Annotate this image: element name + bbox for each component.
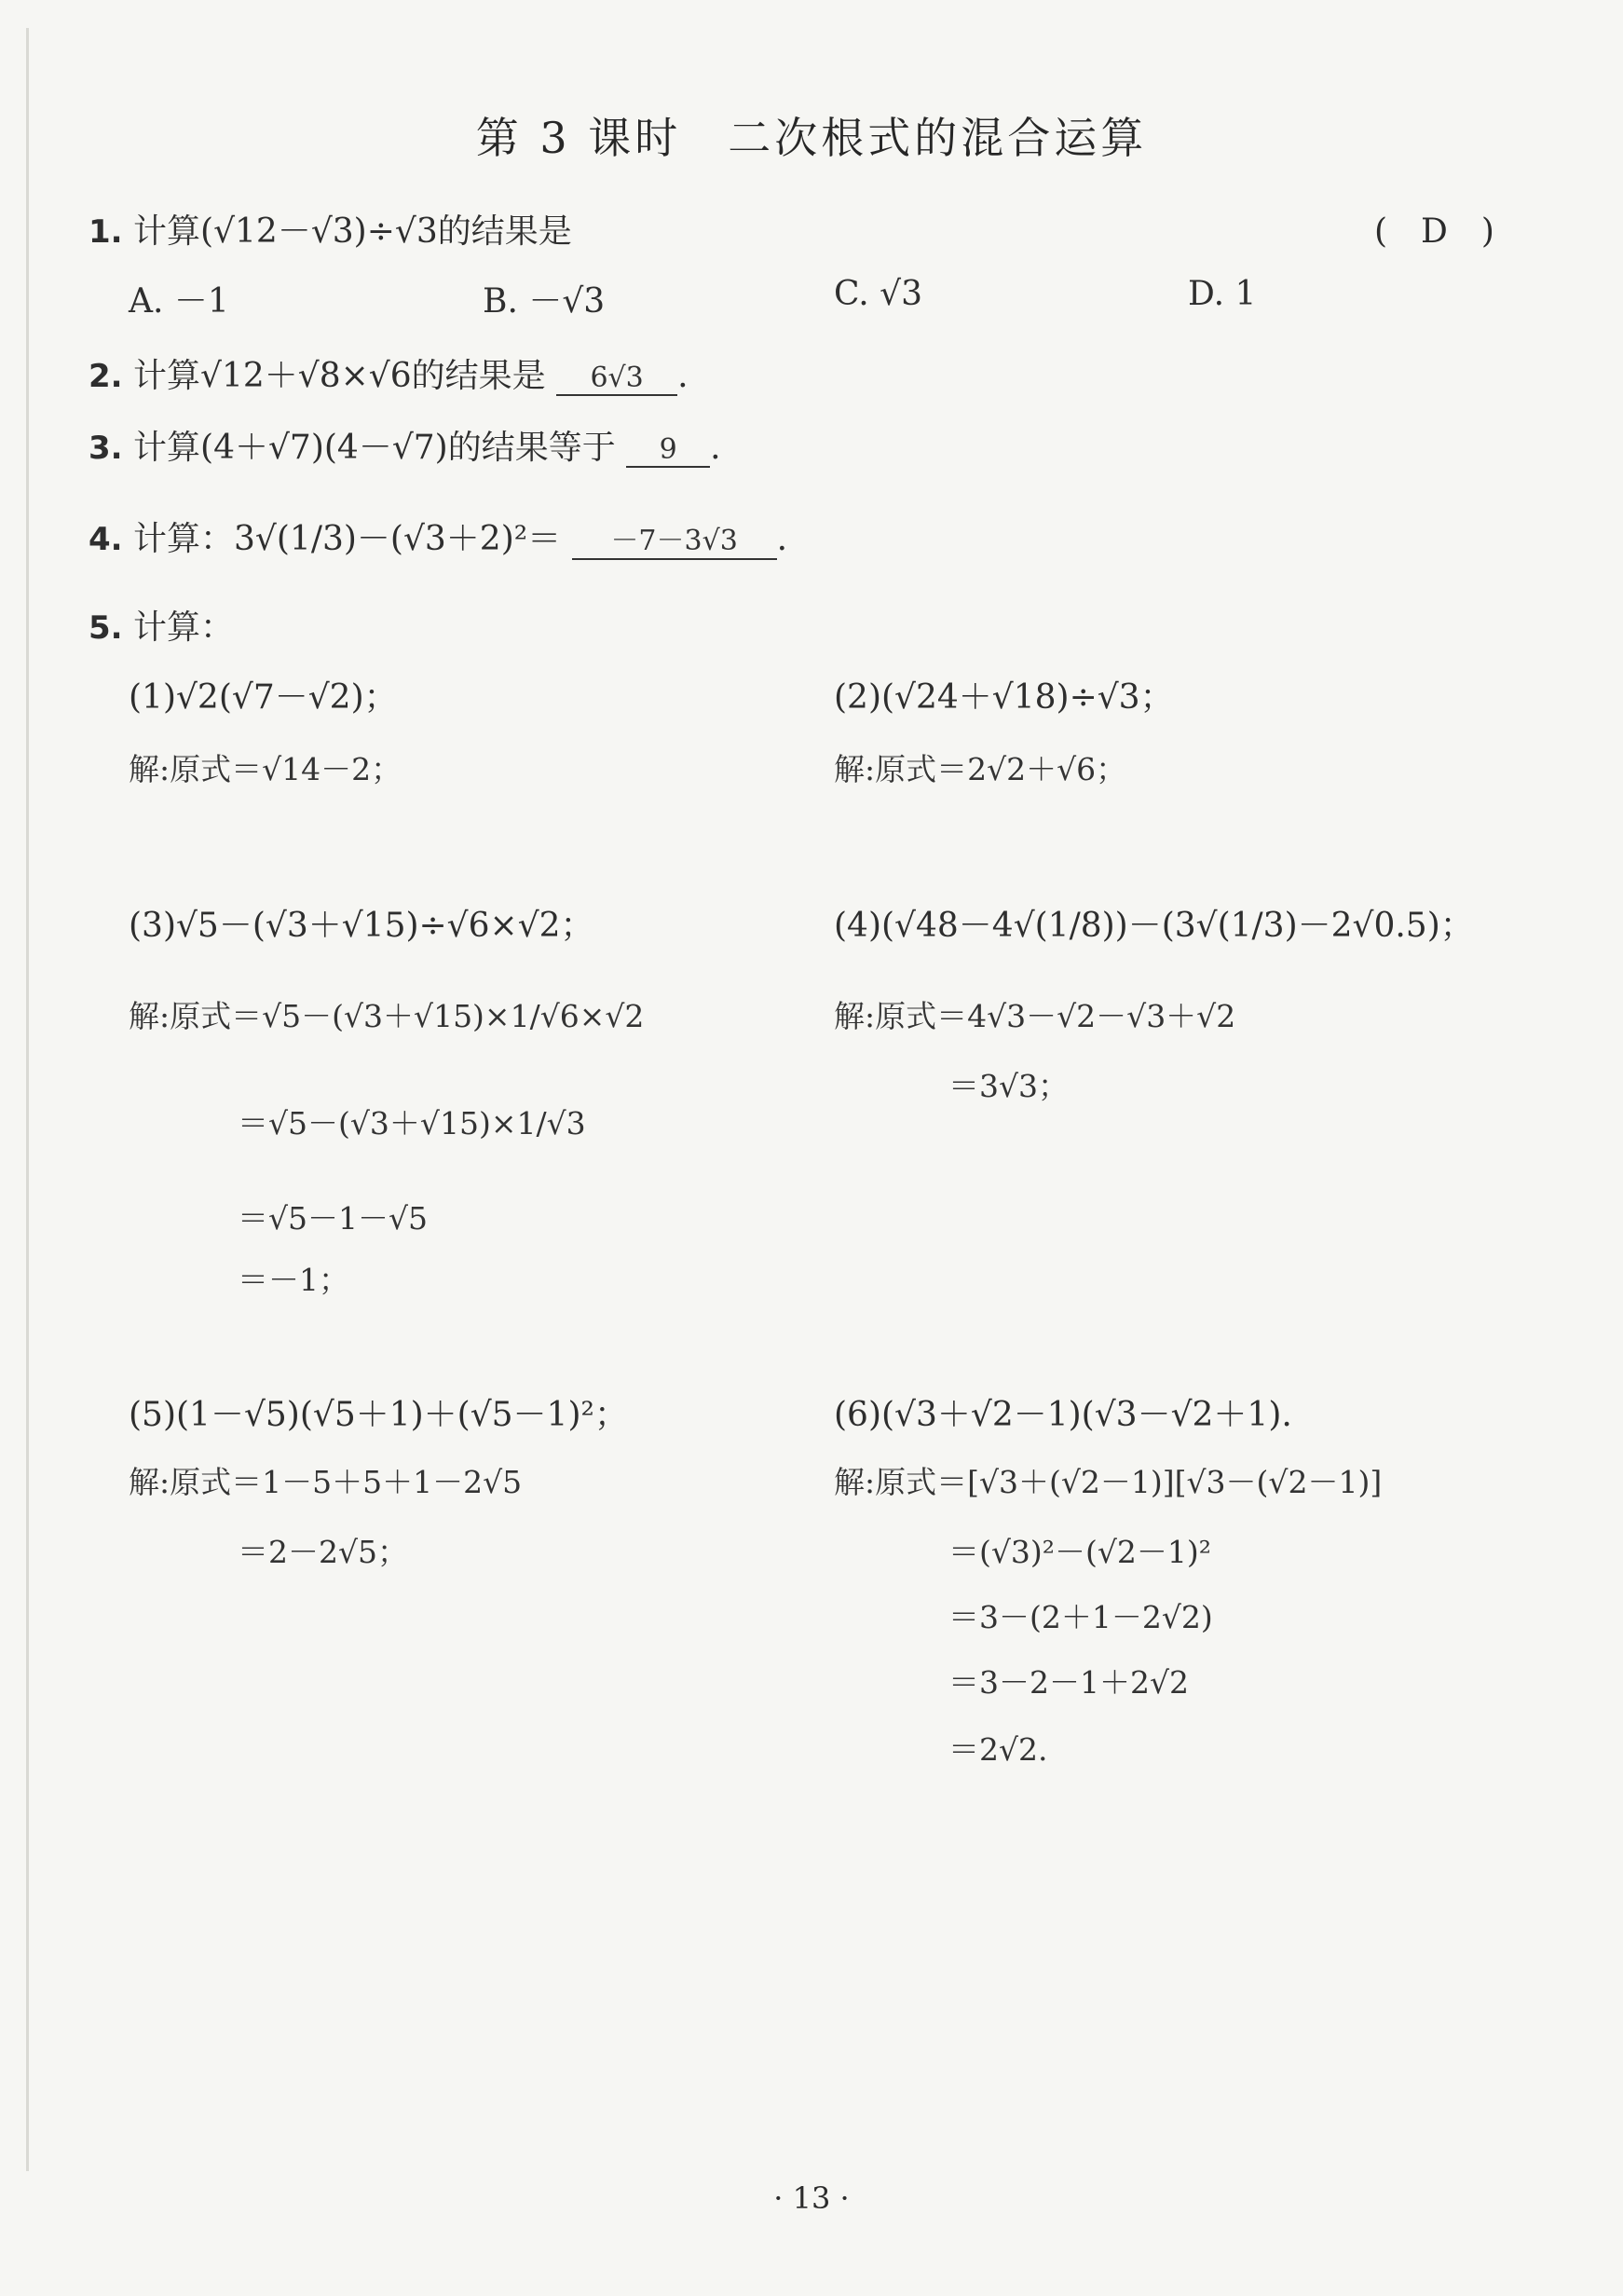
answer-blank: －7－3√3	[572, 517, 777, 560]
subquestion-2: (2)(√24＋√18)÷√3；	[834, 678, 1174, 717]
solution-6-line-1: 解:原式＝[√3＋(√2－1)][√3－(√2－1)]	[834, 1464, 1383, 1500]
solution-3-line-2: ＝√5－(√3＋√15)×1/√3	[238, 1105, 586, 1141]
solution-4-line-1: 解:原式＝4√3－√2－√3＋√2	[834, 998, 1236, 1034]
page-edge	[26, 28, 29, 2171]
option-b: B. －√3	[483, 282, 606, 321]
question-number: 4.	[89, 521, 123, 558]
solution-3-line-3: ＝√5－1－√5	[238, 1200, 429, 1237]
question-text: 计算(4＋√7)(4－√7)的结果等于	[133, 429, 616, 467]
solution-1-line-1: 解:原式＝√14－2；	[129, 751, 402, 787]
solution-5-line-1: 解:原式＝1－5＋5＋1－2√5	[129, 1464, 523, 1500]
solution-2-line-1: 解:原式＝2√2＋√6；	[834, 751, 1127, 787]
question-number: 1.	[89, 213, 123, 251]
period: .	[677, 357, 689, 395]
question-number: 2.	[89, 358, 123, 395]
question-text: 计算：	[133, 608, 235, 647]
question-4	[89, 512, 787, 560]
solution-6-line-4: ＝3－2－1＋2√2	[948, 1664, 1190, 1701]
solution-5-line-2: ＝2－2√5；	[238, 1534, 409, 1570]
question-3	[89, 421, 721, 469]
question-text: 计算：3√(1/3)－(√3＋2)²＝	[133, 520, 562, 558]
option-c: C. √3	[834, 275, 922, 313]
solution-3-line-4: ＝－1；	[238, 1262, 349, 1298]
answer-blank: 6√3	[556, 362, 677, 396]
solution-3-line-1: 解:原式＝√5－(√3＋√15)×1/√6×√2	[129, 998, 645, 1034]
subquestion-1: (1)√2(√7－√2)；	[129, 678, 398, 717]
lesson-title: 第 3 课时 二次根式的混合运算	[475, 113, 1148, 163]
question-text: 计算√12＋√8×√6的结果是	[133, 357, 546, 395]
question-1	[89, 205, 572, 253]
solution-6-line-2: ＝(√3)²－(√2－1)²	[948, 1534, 1211, 1570]
solution-6-line-3: ＝3－(2＋1－2√2)	[948, 1599, 1213, 1635]
answer-choice: ( D )	[1374, 212, 1494, 251]
question-number: 5.	[89, 609, 123, 647]
period: .	[776, 520, 788, 558]
subquestion-4: (4)(√48－4√(1/8))－(3√(1/3)－2√0.5)；	[834, 907, 1474, 945]
question-text: 计算(√12－√3)÷√3的结果是	[133, 212, 572, 251]
subquestion-3: (3)√5－(√3＋√15)÷√6×√2；	[129, 907, 594, 945]
option-a: A. －1	[129, 282, 229, 321]
page-number: · 13 ·	[773, 2180, 850, 2216]
question-number: 3.	[89, 430, 123, 467]
subquestion-6: (6)(√3＋√2－1)(√3－√2＋1).	[834, 1396, 1292, 1434]
solution-4-line-2: ＝3√3；	[948, 1068, 1070, 1104]
solution-6-line-5: ＝2√2.	[948, 1731, 1048, 1768]
option-d: D. 1	[1188, 275, 1257, 313]
question-2	[89, 349, 689, 397]
period: .	[710, 429, 721, 467]
answer-blank: 9	[626, 433, 710, 468]
question-5	[89, 601, 234, 649]
subquestion-5: (5)(1－√5)(√5＋1)＋(√5－1)²；	[129, 1396, 628, 1434]
